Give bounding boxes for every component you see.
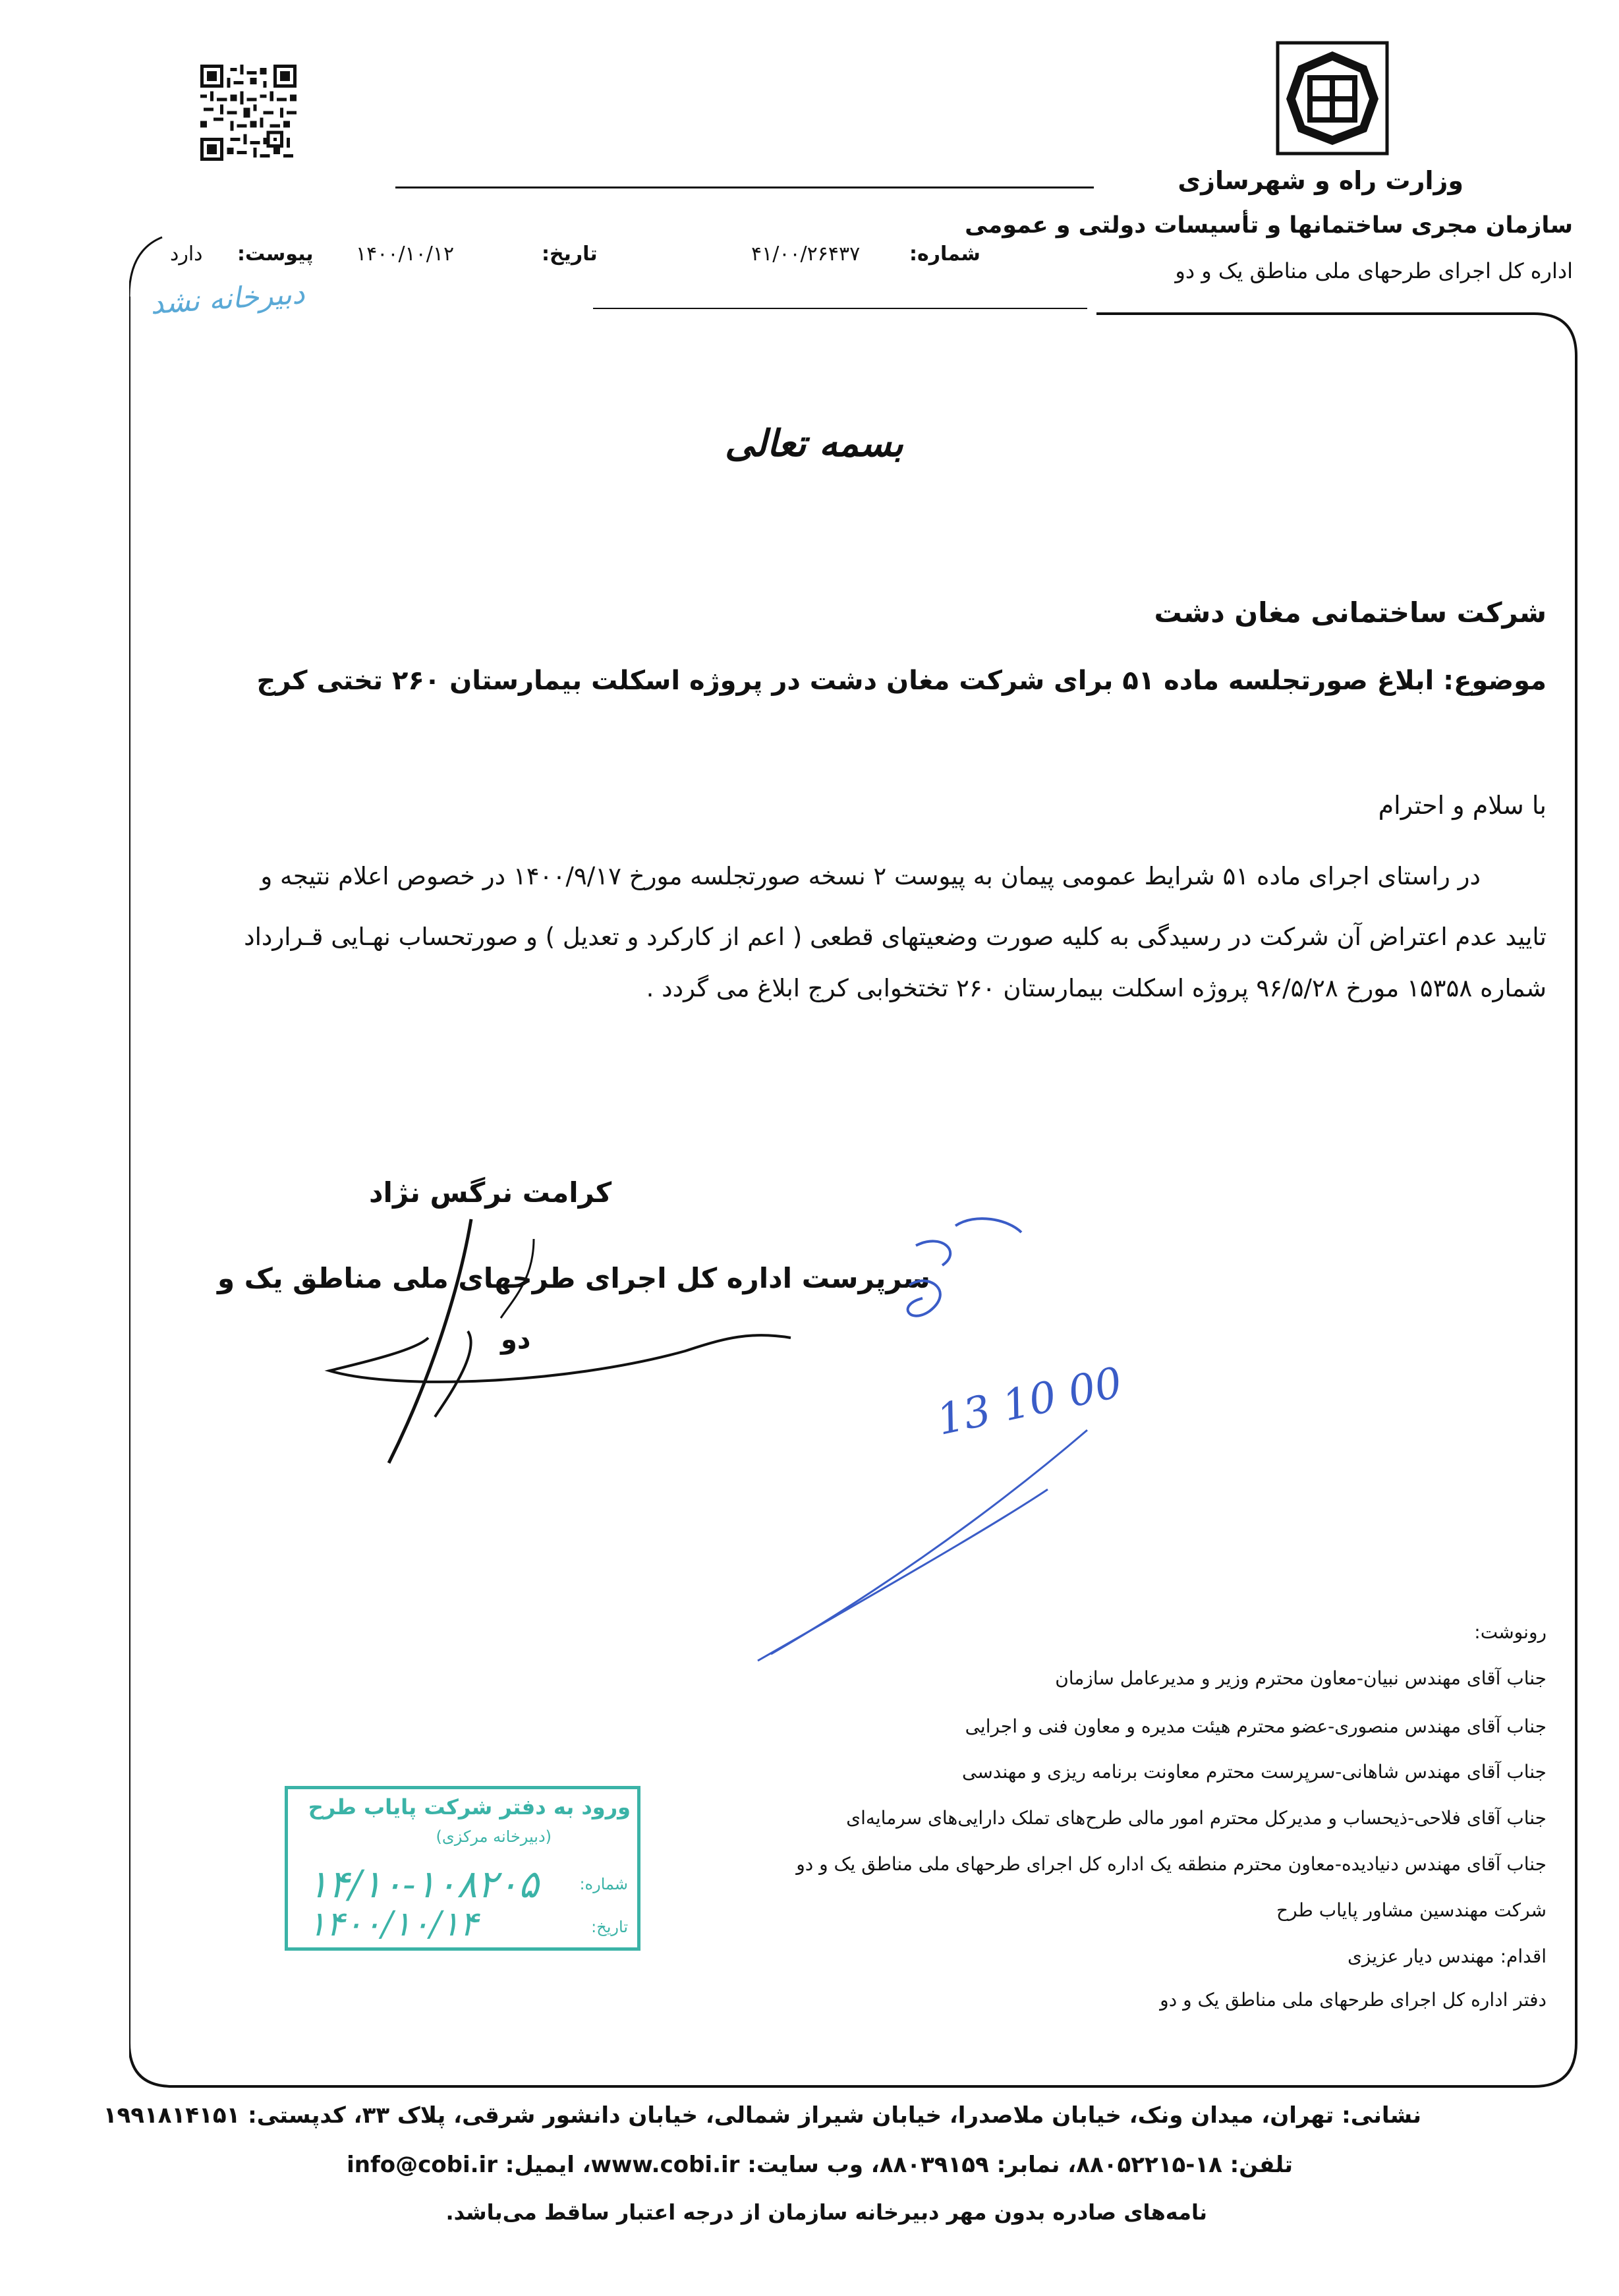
greeting: با سلام و احترام [1378,791,1547,820]
attachment-value: دارد [170,243,203,266]
cc-item: شرکت مهندسین مشاور پایاب طرح [1276,1899,1547,1921]
handwritten-date: 13 10 00 [932,1358,1127,1445]
stamp-subtitle: (دبیرخانه مرکزی) [436,1827,552,1846]
organization-name: سازمان مجری ساختمانها و تأسیسات دولتی و عمومی [965,212,1573,239]
bismillah-heading: بسمه تعالی [725,422,903,465]
signer-name: کرامت نرگس نژاد [369,1176,612,1209]
attachment-label: پیوست: [237,243,314,266]
body-line-1: در راستای اجرای ماده ۵۱ شرایط عمومی پیمان به پیوست ۲ نسخه صورتجلسه مورخ ۱۴۰۰/۹/۱۷ در خصوص اعلام نتیجه و [260,862,1481,890]
footer-contact: تلفن: ۱۸-۸۸۰۵۲۲۱۵، نمابر: ۸۸۰۳۹۱۵۹، وب سایت: www.cobi.ir، ایمیل: info@cobi.ir [347,2152,1293,2178]
ministry-name: وزارت راه و شهرسازی [1178,166,1463,195]
header-rule [395,187,1094,188]
cc-item: جناب آقای مهندس نبیان-معاون محترم وزیر و مدیرعامل سازمان [1055,1667,1547,1689]
cc-item: دفتر اداره کل اجرای طرحهای ملی مناطق یک و دو [1160,1989,1547,2011]
handwritten-top-note: دبیرخانه نشد [149,276,306,322]
subject-line: موضوع: ابلاغ صورتجلسه ماده ۵۱ برای شرکت مغان دشت در پروژه اسکلت بیمارستان ۲۶۰ تختی کرج [256,666,1547,696]
body-line-3: شماره ۱۵۳۵۸ مورخ ۹۶/۵/۲۸ پروژه اسکلت بیمارستان ۲۶۰ تختخوابی کرج ابلاغ می گردد . [646,974,1547,1002]
cc-item: جناب آقای مهندس دنیادیده-معاون محترم منطقه یک اداره کل اجرای طرحهای ملی مناطق یک و دو [796,1853,1547,1875]
stamp-date: ۱۴۰۰/۱۰/۱۴ [308,1905,478,1944]
directorate-name: اداره کل اجرای طرحهای ملی مناطق یک و دو [1175,258,1573,283]
letter-date: ۱۴۰۰/۱۰/۱۲ [356,243,455,266]
stamp-date-label: تاریخ: [591,1918,628,1936]
cc-heading: رونوشت: [1474,1621,1547,1643]
footer-address: نشانی: تهران، میدان ونک، خیابان ملاصدرا، خیابان شیراز شمالی، خیابان دانشور شرقی، پلاک ۳۳، کدپستی: ۱۹۹۱۸۱۴۱۵۱ [103,2102,1421,2129]
body-line-2: تایید عدم اعتراض آن شرکت در رسیدگی به کلیه صورت وضعیتهای قطعی ( اعم از کارکرد و تعدیل ) و صورتحساب نهـایی قـرارداد [244,923,1547,951]
signer-title-continued: دو [501,1325,531,1355]
cc-action: اقدام: مهندس دیار عزیزی [1348,1945,1547,1967]
stamp-number: ۱۴/۱۰-۱۰۸۲۰۵ [308,1862,539,1907]
footer-notice: نامه‌های صادره بدون مهر دبیرخانه سازمان از درجه اعتبار ساقط می‌باشد. [445,2200,1207,2225]
letter-date-label: تاریخ: [542,243,598,266]
cc-item: جناب آقای مهندس منصوری-عضو محترم هیئت مدیره و معاون فنی و اجرایی [965,1715,1547,1737]
signer-title: سرپرست اداره کل اجرای طرحهای ملی مناطق یک و [217,1262,930,1294]
cc-item: جناب آقای فلاحی-ذیحساب و مدیرکل محترم امور مالی طرح‌های تملک دارایی‌های سرمایه‌ای [846,1807,1547,1829]
ministry-logo [1276,41,1389,156]
qr-code [200,65,297,161]
cc-item: جناب آقای مهندس شاهانی-سرپرست محترم معاونت برنامه ریزی و مهندسی [961,1761,1547,1783]
letter-number-label: شماره: [909,243,980,266]
receipt-stamp [285,1786,640,1951]
stamp-title: ورود به دفتر شرکت پایاب طرح [308,1794,631,1820]
recipient: شرکت ساختمانی مغان دشت [1154,596,1547,629]
letter-number: ۴۱/۰۰/۲۶۴۳۷ [751,243,861,266]
signature [316,1199,817,1476]
stamp-number-label: شماره: [579,1875,628,1893]
